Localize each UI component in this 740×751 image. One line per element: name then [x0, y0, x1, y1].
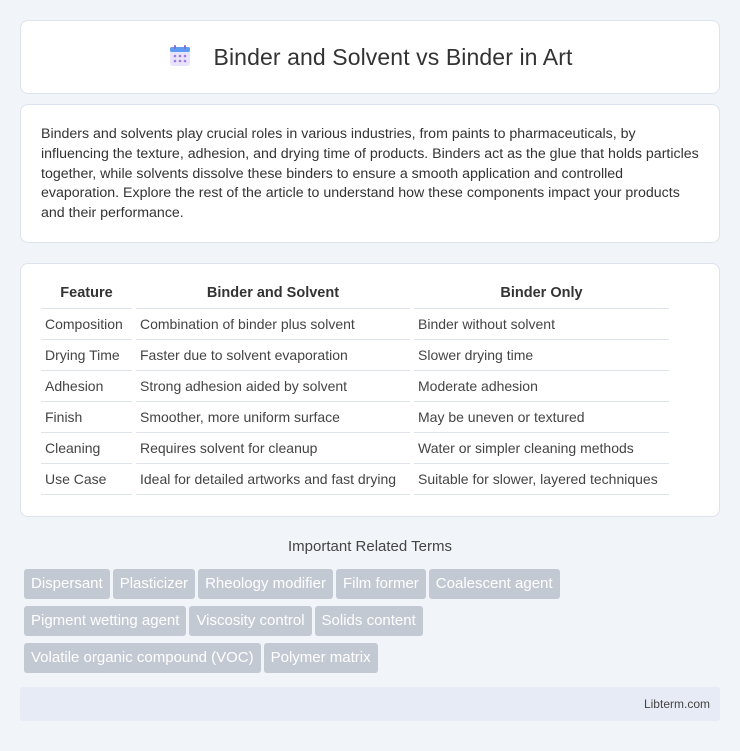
related-term-tag[interactable]: Coalescent agent [429, 569, 560, 599]
table-cell: Composition [41, 309, 132, 340]
related-term-tag[interactable]: Viscosity control [189, 606, 311, 636]
header-card [20, 20, 720, 94]
table-cell: Use Case [41, 464, 132, 495]
table-row [41, 371, 669, 402]
table-cell: Drying Time [41, 340, 132, 371]
related-terms-title: Important Related Terms [288, 538, 452, 555]
related-term-tag[interactable]: Rheology modifier [198, 569, 333, 599]
column-header-feature: Feature [41, 285, 132, 309]
table-header-row [41, 285, 669, 309]
table-cell: Moderate adhesion [414, 371, 669, 402]
related-term-tag[interactable]: Film former [336, 569, 426, 599]
table-row [41, 402, 669, 433]
table-row [41, 433, 669, 464]
table-cell: Smoother, more uniform surface [136, 402, 410, 433]
table-cell: Cleaning [41, 433, 132, 464]
footer [20, 687, 720, 721]
intro-card [20, 104, 720, 243]
column-header-binder-only: Binder Only [414, 285, 669, 309]
table-cell: Ideal for detailed artworks and fast drying [136, 464, 410, 495]
table-row [41, 464, 669, 495]
related-term-tag[interactable]: Volatile organic compound (VOC) [24, 643, 261, 673]
table-cell: Requires solvent for cleanup [136, 433, 410, 464]
calendar-icon [168, 44, 192, 68]
related-terms-list [24, 569, 724, 680]
related-term-tag[interactable]: Dispersant [24, 569, 110, 599]
table-cell: Adhesion [41, 371, 132, 402]
page-title: Binder and Solvent vs Binder in Art [213, 43, 573, 70]
intro-text: Binders and solvents play crucial roles in various industries, from paints to pharmaceuticals, by influencing the texture, adhesion, and drying time of products. Binders act as the glue that holds particles together, while solvents dissolve these binders to ensure a smooth application and controlled evaporation. Explore the rest of the article to understand how these components impact your products and their performance. [41, 126, 699, 222]
comparison-table [37, 285, 673, 495]
table-row [41, 309, 669, 340]
table-row [41, 340, 669, 371]
column-header-binder-and-solvent: Binder and Solvent [136, 285, 410, 309]
footer-brand-link[interactable]: Libterm.com [643, 697, 710, 711]
related-term-tag[interactable]: Solids content [315, 606, 423, 636]
table-cell: Suitable for slower, layered techniques [414, 464, 669, 495]
table-cell: Combination of binder plus solvent [136, 309, 410, 340]
related-term-tag[interactable]: Pigment wetting agent [24, 606, 186, 636]
table-cell: Water or simpler cleaning methods [414, 433, 669, 464]
table-cell: Strong adhesion aided by solvent [136, 371, 410, 402]
comparison-table-card [20, 263, 720, 517]
table-cell: Binder without solvent [414, 309, 669, 340]
table-cell: Faster due to solvent evaporation [136, 340, 410, 371]
related-term-tag[interactable]: Plasticizer [113, 569, 195, 599]
table-cell: Finish [41, 402, 132, 433]
table-cell: Slower drying time [414, 340, 669, 371]
related-term-tag[interactable]: Polymer matrix [264, 643, 378, 673]
table-cell: May be uneven or textured [414, 402, 669, 433]
